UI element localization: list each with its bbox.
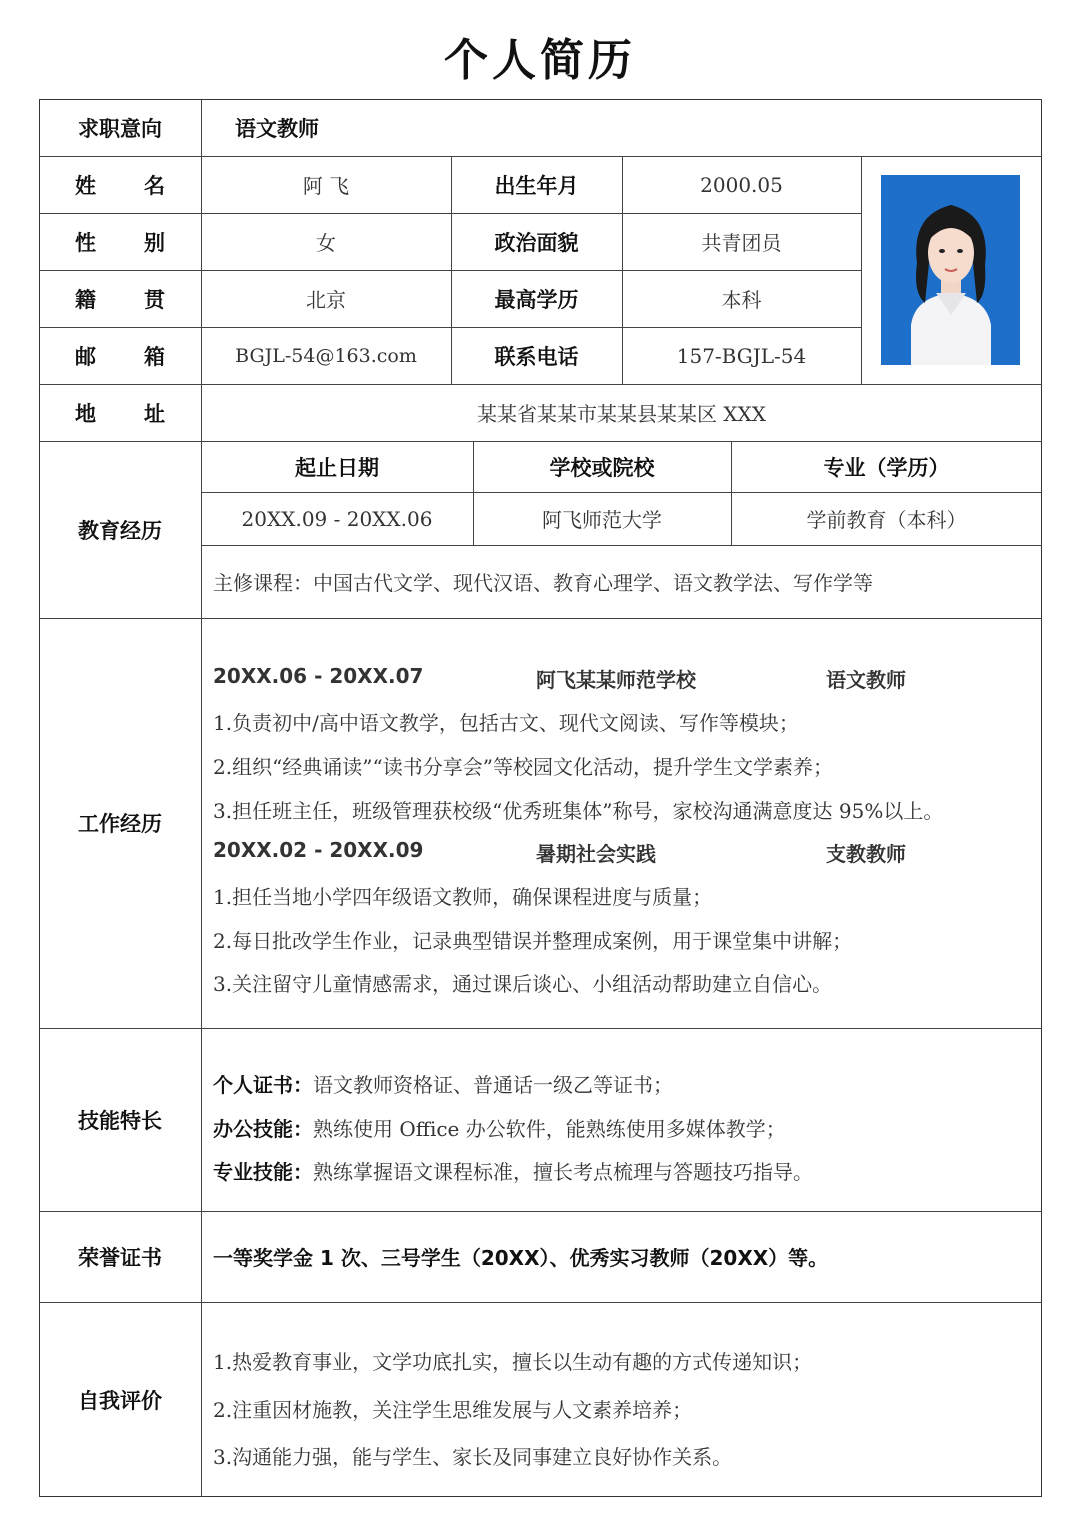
address-value: 某某省某某市某某县某某区 XXX [476,402,767,426]
name-value: 阿 飞 [302,174,350,198]
edu-courses: 主修课程：中国古代文学、现代汉语、教育心理学、语文教学法、写作学等 [213,571,873,595]
skills-label: 技能特长 [78,1108,162,1133]
skill-item-2: 办公技能：熟练使用 Office 办公软件，能熟练使用多媒体教学； [213,1117,786,1141]
edu-header-school: 学校或院校 [549,455,655,480]
honors-text: 一等奖学金 1 次、三号学生（20XX）、优秀实习教师（20XX）等。 [213,1246,829,1270]
skill-item-1: 个人证书：语文教师资格证、普通话一级乙等证书； [213,1073,673,1097]
self-eval-item-3: 3.沟通能力强，能与学生、家长及同事建立良好协作关系。 [213,1445,733,1469]
job-intent-value: 语文教师 [235,116,319,141]
self-eval-item-2: 2.注重因材施教，关注学生思维发展与人文素养培养； [213,1398,693,1422]
job-1-period: 20XX.06 - 20XX.07 [213,664,424,688]
email-value: BGJL-54@163.com [235,344,417,367]
native-value: 北京 [306,288,346,312]
self-eval-item-1: 1.热爱教育事业，文学功底扎实，擅长以生动有趣的方式传递知识； [213,1350,813,1374]
phone-label: 联系电话 [494,344,579,369]
job-2-period: 20XX.02 - 20XX.09 [213,838,424,862]
job-1-item-2: 2.组织“经典诵读”“读书分享会”等校园文化活动，提升学生文学素养； [213,755,833,779]
edu-major: 学前教育（本科） [806,508,967,532]
portrait-icon [881,175,1020,365]
job-1-item-3: 3.担任班主任，班级管理获校级“优秀班集体”称号，家校沟通满意度达 95%以上。 [213,799,944,823]
politics-label: 政治面貌 [494,230,579,255]
edu-header-period: 起止日期 [295,455,379,480]
education-label: 教育经历 [78,518,162,543]
degree-label: 最高学历 [494,287,579,312]
name-label: 姓 名 [75,173,165,198]
job-2-role: 支教教师 [826,842,906,866]
native-label: 籍 贯 [75,287,165,312]
phone-value: 157-BGJL-54 [676,343,807,368]
job-1-org: 阿飞某某师范学校 [536,668,696,692]
edu-period: 20XX.09 - 20XX.06 [241,506,433,531]
profile-photo [881,175,1020,365]
edu-header-major: 专业（学历） [823,455,950,480]
page-title: 个人简历 [444,35,636,86]
job-2-item-2: 2.每日批改学生作业，记录典型错误并整理成案例，用于课堂集中讲解； [213,929,853,953]
email-label: 邮 箱 [75,344,165,369]
job-1-role: 语文教师 [826,668,906,692]
job-2-item-1: 1.担任当地小学四年级语文教师，确保课程进度与质量； [213,885,713,909]
degree-value: 本科 [721,288,762,312]
work-label: 工作经历 [78,812,162,836]
birth-label: 出生年月 [494,173,579,198]
job-1-item-1: 1.负责初中/高中语文教学，包括古文、现代文阅读、写作等模块； [213,711,799,735]
skill-item-3: 专业技能：熟练掌握语文课程标准，擅长考点梳理与答题技巧指导。 [213,1160,813,1184]
politics-value: 共青团员 [701,231,782,255]
edu-school: 阿飞师范大学 [542,508,662,532]
gender-value: 女 [316,231,336,255]
self-eval-label: 自我评价 [78,1388,162,1413]
job-intent-label: 求职意向 [78,116,162,141]
gender-label: 性 别 [75,230,165,255]
address-label: 地 址 [75,401,165,426]
job-2-org: 暑期社会实践 [536,842,656,866]
birth-value: 2000.05 [700,172,783,197]
honors-label: 荣誉证书 [78,1245,162,1270]
job-2-item-3: 3.关注留守儿童情感需求，通过课后谈心、小组活动帮助建立自信心。 [213,972,833,996]
